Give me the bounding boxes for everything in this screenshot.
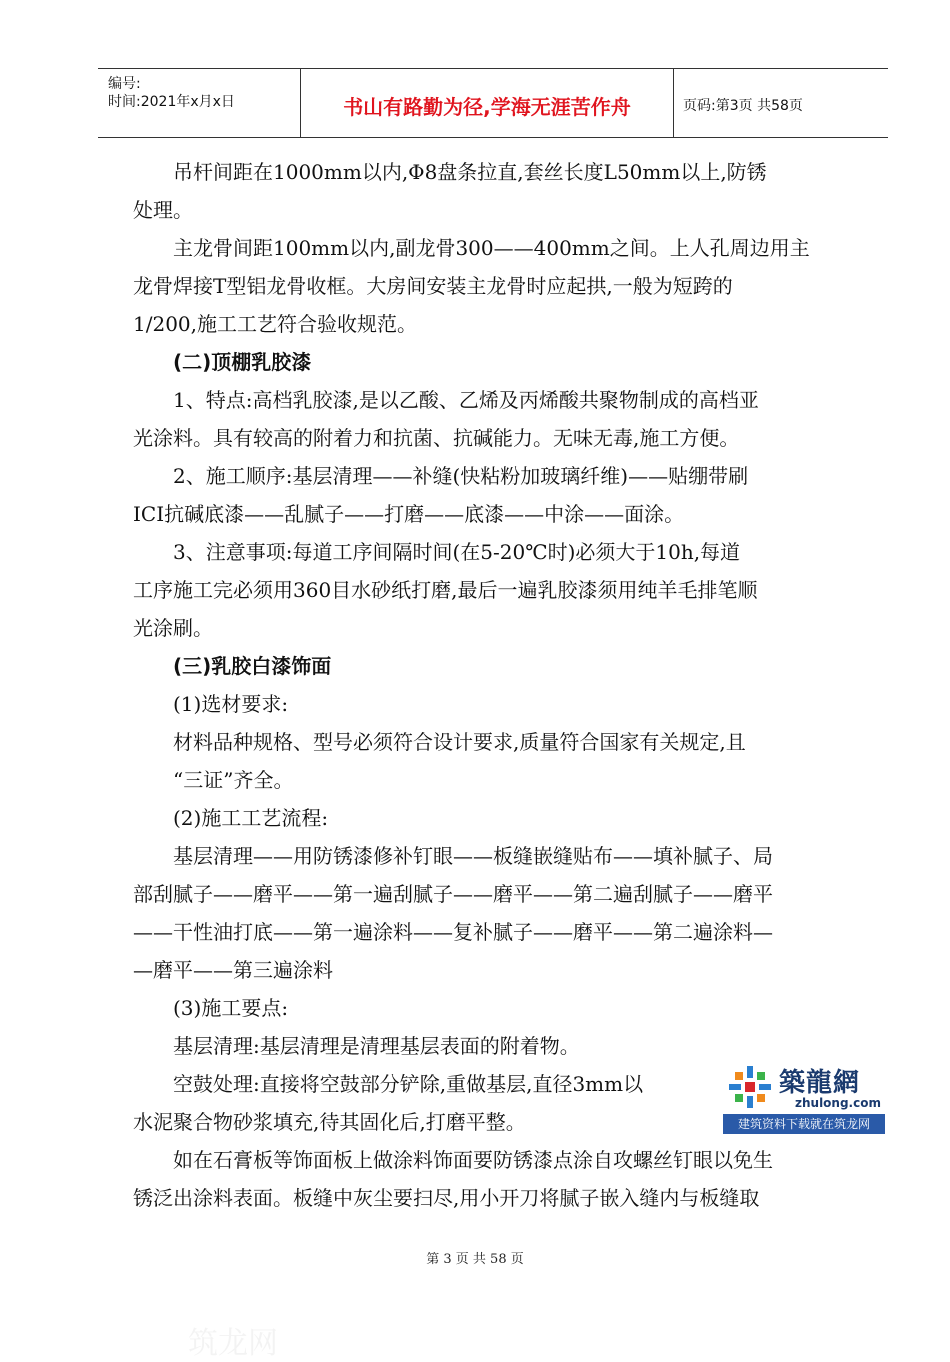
body-line: —磨平——第三遍涂料 (133, 958, 333, 982)
body-line: ——干性油打底——第一遍涂料——复补腻子——磨平——第二遍涂料— (133, 920, 773, 944)
body-line: (1)选材要求: (173, 692, 289, 716)
body-line: 材料品种规格、型号必须符合设计要求,质量符合国家有关规定,且 (173, 730, 746, 754)
page-footer: 第 3 页 共 58 页 (426, 1252, 524, 1267)
body-line: 主龙骨间距100mm以内,副龙骨300——400mm之间。上人孔周边用主 (173, 236, 810, 260)
section-heading: (三)乳胶白漆饰面 (173, 654, 332, 678)
number-label: 编号: (108, 76, 141, 92)
body-line: 1、特点:高档乳胶漆,是以乙酸、乙烯及丙烯酸共聚物制成的高档亚 (173, 388, 759, 412)
time-label: 时间:2021年x月x日 (108, 94, 235, 110)
body-line: 3、注意事项:每道工序间隔时间(在5-20℃时)必须大于10h,每道 (173, 540, 741, 564)
body-line: 如在石膏板等饰面板上做涂料饰面要防锈漆点涂自攻螺丝钉眼以免生 (173, 1148, 773, 1172)
body-line: (3)施工要点: (173, 996, 289, 1020)
faint-watermark: 筑龙网 (188, 1326, 278, 1361)
header-page-cell (673, 69, 888, 137)
body-line: 锈泛出涂料表面。板缝中灰尘要扫尽,用小开刀将腻子嵌入缝内与板缝取 (133, 1186, 760, 1210)
logo-domain: zhulong.com (795, 1096, 881, 1110)
body-line: 1/200,施工工艺符合验收规范。 (133, 312, 417, 336)
snowflake-logo-icon (727, 1064, 773, 1110)
page-label: 页码:第3页 共58页 (683, 98, 803, 114)
body-line: 处理。 (133, 198, 193, 222)
page-header (98, 68, 888, 138)
body-line: 基层清理——用防锈漆修补钉眼——板缝嵌缝贴布——填补腻子、局 (173, 844, 773, 868)
body-line: 龙骨焊接T型铝龙骨收框。大房间安装主龙骨时应起拱,一般为短跨的 (133, 274, 733, 298)
body-line: 光涂料。具有较高的附着力和抗菌、抗碱能力。无味无毒,施工方便。 (133, 426, 740, 450)
body-line: 工序施工完必须用360目水砂纸打磨,最后一遍乳胶漆须用纯羊毛排笔顺 (133, 578, 758, 602)
motto-text: 书山有路勤为径,学海无涯苦作舟 (343, 95, 631, 119)
body-line: 光涂刷。 (133, 616, 213, 640)
section-heading: (二)顶棚乳胶漆 (173, 350, 312, 374)
body-line: 部刮腻子——磨平——第一遍刮腻子——磨平——第二遍刮腻子——磨平 (133, 882, 773, 906)
body-line: 2、施工顺序:基层清理——补缝(快粘粉加玻璃纤维)——贴绷带刷 (173, 464, 749, 488)
body-line: 空鼓处理:直接将空鼓部分铲除,重做基层,直径3mm以 (173, 1072, 644, 1096)
body-line: 吊杆间距在1000mm以内,Φ8盘条拉直,套丝长度L50mm以上,防锈 (173, 160, 767, 184)
logo-chinese-name: 築龍網 (779, 1068, 861, 1098)
logo-slogan: 建筑资料下载就在筑龙网 (723, 1114, 885, 1134)
zhulong-logo (723, 1058, 885, 1136)
body-line: 水泥聚合物砂浆填充,待其固化后,打磨平整。 (133, 1110, 526, 1134)
body-line: (2)施工工艺流程: (173, 806, 329, 830)
header-motto-cell (300, 69, 674, 137)
body-line: “三证”齐全。 (173, 768, 294, 792)
body-line: ICI抗碱底漆——乱腻子——打磨——底漆——中涂——面涂。 (133, 502, 685, 526)
header-meta-cell (98, 69, 300, 137)
body-line: 基层清理:基层清理是清理基层表面的附着物。 (173, 1034, 580, 1058)
